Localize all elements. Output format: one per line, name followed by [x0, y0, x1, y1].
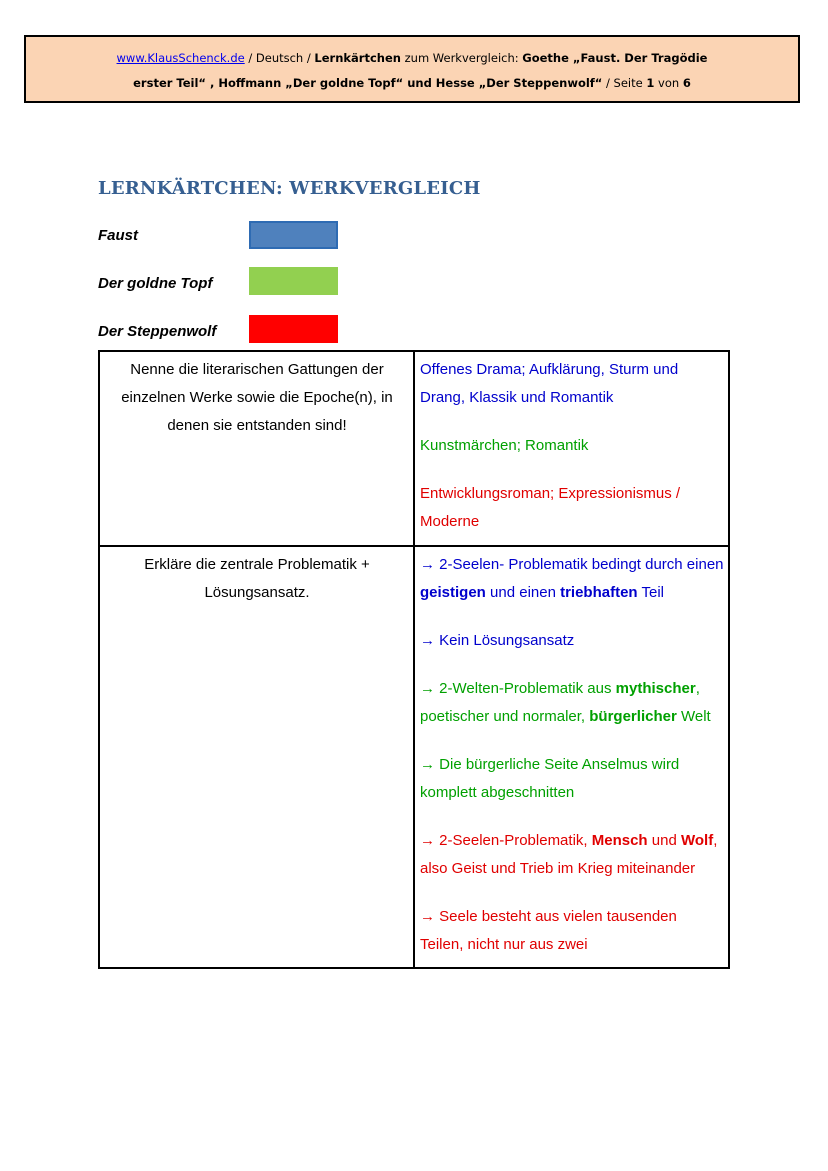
page-total: 6	[682, 76, 691, 90]
page-title: LERNKÄRTCHEN: WERKVERGLEICH	[98, 178, 481, 199]
legend-label-topf: Der goldne Topf	[98, 275, 213, 292]
answer-steppenwolf-solution: → Seele besteht aus vielen tausenden Teilen, nicht nur aus zwei	[420, 908, 677, 953]
legend-swatch-topf	[249, 267, 338, 295]
answer-cell	[414, 351, 729, 546]
answer-faust-problem: → 2-Seelen- Problematik bedingt durch einen geistigen und einen triebhaften Teil	[420, 556, 724, 601]
page-current: 1	[646, 76, 655, 90]
answer-faust: Offenes Drama; Aufklärung, Sturm und Drang, Klassik und Romantik	[420, 361, 679, 406]
page-header	[24, 35, 800, 103]
legend-label-faust: Faust	[98, 227, 139, 244]
answer-faust-solution: → Kein Lösungsansatz	[420, 632, 575, 649]
answer-topf: Kunstmärchen; Romantik	[420, 437, 589, 454]
page-von: von	[654, 76, 683, 90]
page-label: / Seite	[602, 76, 647, 90]
question-text: Erkläre die zentrale Problematik + Lösungsansatz.	[144, 556, 370, 601]
work-title-line1: Goethe „Faust. Der Tragödie	[522, 51, 708, 65]
breadcrumb-deutsch: / Deutsch /	[244, 51, 315, 65]
table-row	[99, 351, 729, 546]
answer-topf-solution: → Die bürgerliche Seite Anselmus wird komplett abgeschnitten	[420, 756, 680, 801]
legend-swatch-faust	[249, 221, 338, 249]
breadcrumb-zum: zum Werkvergleich:	[400, 51, 523, 65]
question-cell	[99, 546, 414, 968]
legend-swatch-steppenwolf	[249, 315, 338, 343]
answer-cell	[414, 546, 729, 968]
breadcrumb-lernkaertchen: Lernkärtchen	[314, 51, 401, 65]
work-title-line2: erster Teil“ , Hoffmann „Der goldne Topf“ und Hesse „Der Steppenwolf“	[133, 76, 603, 90]
answer-steppenwolf-problem: → 2-Seelen-Problematik, Mensch und Wolf, also Geist und Trieb im Krieg miteinander	[420, 832, 718, 877]
question-text: Nenne die literarischen Gattungen der einzelnen Werke sowie die Epoche(n), in denen sie entstanden sind!	[121, 361, 393, 434]
site-link[interactable]: www.KlausSchenck.de	[116, 51, 245, 65]
answer-topf-problem: → 2-Welten-Problematik aus mythischer, poetischer und normaler, bürgerlicher Welt	[420, 680, 711, 725]
table-row	[99, 546, 729, 968]
flashcard-table	[98, 350, 730, 969]
legend-label-steppenwolf: Der Steppenwolf	[98, 323, 217, 340]
question-cell	[99, 351, 414, 546]
answer-steppenwolf: Entwicklungsroman; Expressionismus / Moderne	[420, 485, 681, 530]
